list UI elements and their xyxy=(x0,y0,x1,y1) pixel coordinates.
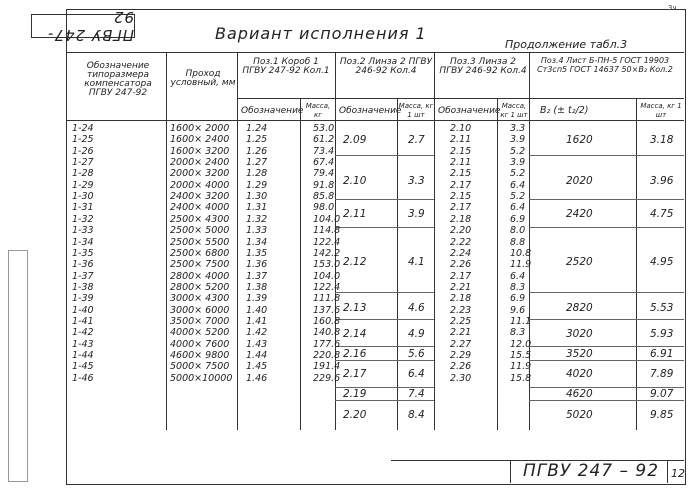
table-cell-m: 73.4 xyxy=(313,145,335,157)
table-cell-t: 1-42 xyxy=(72,327,94,339)
header-pass: Проход условный, мм xyxy=(170,69,236,88)
table-cell-p: 1600× 3200 xyxy=(170,145,230,157)
pos4-b2: 2520 xyxy=(566,256,593,268)
pos2-oboz: 2.17 xyxy=(343,368,367,380)
table-cell-m3: 6.4 xyxy=(510,270,526,282)
table-cell-p: 4000× 7600 xyxy=(170,338,230,350)
table-cell-m: 91.8 xyxy=(313,179,335,191)
pos4-b2: 4020 xyxy=(566,368,593,380)
table-cell-p: 3500× 7000 xyxy=(170,315,230,327)
pos2-massa: 3.3 xyxy=(408,175,425,187)
table-cell-m: 177.6 xyxy=(313,338,341,350)
pos2-oboz: 2.14 xyxy=(343,328,367,340)
table-cell-o3: 2.21 xyxy=(450,281,472,293)
subheader-massa3: Масса, кг 1 шт xyxy=(500,102,528,119)
table-cell-t: 1-34 xyxy=(72,236,94,248)
header-pos2: Поз.2 Линза 2 ПГВУ 246-92 Кол.4 xyxy=(339,57,433,76)
table-cell-o: 1.25 xyxy=(246,134,268,146)
table-cell-m: 85.8 xyxy=(313,191,335,203)
table-cell-p: 2000× 4000 xyxy=(170,179,230,191)
table-cell-t: 1-44 xyxy=(72,350,94,361)
table-cell-t: 1-32 xyxy=(72,213,94,225)
table-cell-p: 2800× 5200 xyxy=(170,281,230,293)
table-cell-t: 1-28 xyxy=(72,168,94,180)
table-cell-t: 1-25 xyxy=(72,134,94,146)
table-cell-p: 2500× 6800 xyxy=(170,247,230,259)
table-cell-m3: 6.4 xyxy=(510,202,526,214)
table-cell-o3: 2.15 xyxy=(450,145,472,157)
header-pos1: Поз.1 Короб 1 ПГВУ 247-92 Кол.1 xyxy=(242,57,330,76)
table-cell-o: 1.40 xyxy=(246,304,268,316)
table-cell-o: 1.26 xyxy=(246,145,268,157)
table-cell-m3: 15.5 xyxy=(510,350,532,361)
table-cell-m: 122.4 xyxy=(313,281,341,293)
table-cell-o: 1.29 xyxy=(246,179,268,191)
header-top-line xyxy=(66,52,684,53)
table-cell-o: 1.32 xyxy=(246,213,268,225)
group-sep xyxy=(335,400,434,401)
table-cell-o: 1.34 xyxy=(246,236,268,248)
table-cell-o: 1.27 xyxy=(246,157,268,169)
group-sep xyxy=(529,400,684,401)
pos4-b2: 3520 xyxy=(566,348,593,360)
table-cell-t: 1-39 xyxy=(72,293,94,305)
table-cell-p: 2500× 4300 xyxy=(170,213,230,225)
rotated-stamp: ПГВУ 247-92 xyxy=(31,14,135,38)
pos4-b2: 3020 xyxy=(566,328,593,340)
table-cell-t: 1-26 xyxy=(72,145,94,157)
table-cell-m3: 8.0 xyxy=(510,225,526,237)
table-cell-o: 1.31 xyxy=(246,202,268,214)
table-cell-m: 137.6 xyxy=(313,304,341,316)
table-cell-o: 1.38 xyxy=(246,281,268,293)
table-cell-m: 61.2 xyxy=(313,134,335,146)
table-cell-t: 1-27 xyxy=(72,157,94,169)
table-row xyxy=(70,123,684,134)
page-number: 12 xyxy=(671,467,685,480)
header-type: Обозначение типоразмера компенсатора ПГВУ 247-92 xyxy=(84,61,152,98)
table-cell-t: 1-37 xyxy=(72,270,94,282)
pos4-b2: 4620 xyxy=(566,388,593,400)
table-cell-o3: 2.25 xyxy=(450,315,472,327)
table-cell-m: 104.0 xyxy=(313,213,341,225)
table-cell-o3: 2.29 xyxy=(450,350,472,361)
table-cell-o3: 2.15 xyxy=(450,191,472,203)
table-cell-p: 3000× 4300 xyxy=(170,293,230,305)
pos2-massa: 7.4 xyxy=(408,388,425,400)
table-cell-m3: 11.1 xyxy=(510,315,532,327)
table-cell-t: 1-40 xyxy=(72,304,94,316)
table-cell-o3: 2.17 xyxy=(450,202,472,214)
table-cell-p: 5000× 7500 xyxy=(170,361,230,373)
table-cell-p: 2800× 4000 xyxy=(170,270,230,282)
table-cell-o3: 2.27 xyxy=(450,338,472,350)
table-cell-p: 2400× 4000 xyxy=(170,202,230,214)
table-cell-m: 220.8 xyxy=(313,350,341,361)
pos4-b2: 2420 xyxy=(566,208,593,220)
subheader-oboz2: Обозначение xyxy=(339,106,402,116)
subheader-oboz3: Обозначение xyxy=(438,106,501,116)
pos2-oboz: 2.16 xyxy=(343,348,367,360)
subheader-massa1: Масса, кг xyxy=(305,102,331,119)
header-pos4: Поз.4 Лист Б-ПН-5 ГОСТ 19903 Ст3сп5 ГОСТ 14637 50×В₂ Кол.2 xyxy=(537,56,673,74)
table-cell-o: 1.44 xyxy=(246,350,268,361)
pos2-oboz: 2.20 xyxy=(343,409,367,421)
table-cell-m: 104.0 xyxy=(313,270,341,282)
pos2-oboz: 2.10 xyxy=(343,175,367,187)
table-cell-o3: 2.20 xyxy=(450,225,472,237)
table-cell-p: 2500× 5000 xyxy=(170,225,230,237)
table-cell-t: 1-43 xyxy=(72,338,94,350)
corner-mark: 3ч xyxy=(668,4,677,12)
table-cell-p: 2500× 7500 xyxy=(170,259,230,271)
table-cell-p: 4000× 5200 xyxy=(170,327,230,339)
subheader-massa2: Масса, кг 1 шт xyxy=(398,102,434,119)
pos2-oboz: 2.12 xyxy=(343,256,367,268)
pos2-massa: 2.7 xyxy=(408,134,425,146)
table-cell-m3: 5.2 xyxy=(510,168,526,180)
pos2-massa: 4.9 xyxy=(408,328,425,340)
pos2-oboz: 2.11 xyxy=(343,208,367,220)
pos2-massa: 8.4 xyxy=(408,409,425,421)
table-cell-m3: 9.6 xyxy=(510,304,526,316)
subheader-b2: В₂ (± t₂/2) xyxy=(540,105,589,116)
pos2-massa: 5.6 xyxy=(408,348,425,360)
pos4-b2: 5020 xyxy=(566,409,593,421)
side-margin-boxes xyxy=(8,250,28,482)
table-cell-o3: 2.30 xyxy=(450,372,472,384)
table-cell-o: 1.42 xyxy=(246,327,268,339)
table-cell-m: 111.8 xyxy=(313,293,341,305)
pos4-massa: 4.75 xyxy=(650,208,674,220)
table-cell-m3: 5.2 xyxy=(510,191,526,203)
table-cell-m3: 8.3 xyxy=(510,281,526,293)
table-cell-m: 142.2 xyxy=(313,247,341,259)
table-cell-m3: 6.9 xyxy=(510,213,526,225)
table-cell-o3: 2.24 xyxy=(450,247,472,259)
table-cell-p: 4600× 9800 xyxy=(170,350,230,361)
table-cell-m3: 15.8 xyxy=(510,372,532,384)
pos4-b2: 2820 xyxy=(566,302,593,314)
pos2-oboz: 2.13 xyxy=(343,302,367,314)
continuation-label: Продолжение табл.3 xyxy=(505,38,628,51)
table-cell-o3: 2.22 xyxy=(450,236,472,248)
table-cell-m3: 8.8 xyxy=(510,236,526,248)
table-cell-m: 191.4 xyxy=(313,361,341,373)
document-number: ПГВУ 247 – 92 xyxy=(523,461,660,481)
header-pos3: Поз.3 Линза 2 ПГВУ 246-92 Кол.4 xyxy=(439,57,527,76)
table-cell-t: 1-30 xyxy=(72,191,94,203)
pos4-massa: 5.93 xyxy=(650,328,674,340)
pos2-massa: 4.1 xyxy=(408,256,425,268)
table-cell-o: 1.30 xyxy=(246,191,268,203)
table-cell-o3: 2.15 xyxy=(450,168,472,180)
table-cell-m3: 12.0 xyxy=(510,338,532,350)
table-cell-t: 1-45 xyxy=(72,361,94,373)
table-cell-p: 1600× 2000 xyxy=(170,123,230,134)
pos2-oboz: 2.19 xyxy=(343,388,367,400)
pos4-massa: 3.96 xyxy=(650,175,674,187)
table-cell-o3: 2.10 xyxy=(450,123,472,134)
table-cell-m: 67.4 xyxy=(313,157,335,169)
table-cell-t: 1-36 xyxy=(72,259,94,271)
table-cell-o: 1.37 xyxy=(246,270,268,282)
table-cell-p: 5000×10000 xyxy=(170,372,233,384)
table-cell-m3: 3.9 xyxy=(510,157,526,169)
table-cell-t: 1-38 xyxy=(72,281,94,293)
table-cell-t: 1-24 xyxy=(72,123,94,134)
subheader-oboz1: Обозначение xyxy=(241,106,304,116)
table-cell-o3: 2.11 xyxy=(450,157,472,169)
header-bottom-line xyxy=(66,120,684,121)
table-cell-m: 160.8 xyxy=(313,315,341,327)
table-row xyxy=(70,146,684,157)
table-cell-t: 1-31 xyxy=(72,202,94,214)
table-cell-m3: 6.9 xyxy=(510,293,526,305)
table-cell-m3: 11.9 xyxy=(510,259,532,271)
table-cell-m: 79.4 xyxy=(313,168,335,180)
table-cell-p: 1600× 2400 xyxy=(170,134,230,146)
table-cell-o3: 2.26 xyxy=(450,259,472,271)
pos4-massa: 7.89 xyxy=(650,368,674,380)
table-cell-o: 1.39 xyxy=(246,293,268,305)
table-row xyxy=(70,282,684,293)
table-cell-m3: 3.3 xyxy=(510,123,526,134)
table-cell-m3: 5.2 xyxy=(510,145,526,157)
table-cell-m: 98.0 xyxy=(313,202,335,214)
table-cell-m3: 11.9 xyxy=(510,361,532,373)
table-cell-m: 140.8 xyxy=(313,327,341,339)
table-cell-o3: 2.17 xyxy=(450,270,472,282)
table-row xyxy=(70,237,684,248)
table-cell-o3: 2.26 xyxy=(450,361,472,373)
table-cell-p: 2400× 3200 xyxy=(170,191,230,203)
table-cell-o: 1.45 xyxy=(246,361,268,373)
pos2-massa: 4.6 xyxy=(408,302,425,314)
pos4-massa: 6.91 xyxy=(650,348,674,360)
table-cell-m3: 8.3 xyxy=(510,327,526,339)
table-cell-m3: 10.8 xyxy=(510,247,532,259)
table-cell-o3: 2.18 xyxy=(450,213,472,225)
table-cell-t: 1-46 xyxy=(72,372,94,384)
table-cell-m3: 6.4 xyxy=(510,179,526,191)
table-row xyxy=(70,316,684,327)
pos2-massa: 3.9 xyxy=(408,208,425,220)
title-block-line xyxy=(667,460,668,483)
table-cell-t: 1-35 xyxy=(72,247,94,259)
table-cell-m3: 3.9 xyxy=(510,134,526,146)
table-row xyxy=(70,225,684,236)
table-cell-m: 53.0 xyxy=(313,123,335,134)
table-cell-o3: 2.23 xyxy=(450,304,472,316)
pos4-massa: 9.85 xyxy=(650,409,674,421)
pos4-b2: 2020 xyxy=(566,175,593,187)
table-cell-o: 1.24 xyxy=(246,123,268,134)
page-title: Вариант исполнения 1 xyxy=(215,24,427,43)
table-cell-o: 1.33 xyxy=(246,225,268,237)
table-cell-o3: 2.18 xyxy=(450,293,472,305)
pos2-massa: 6.4 xyxy=(408,368,425,380)
table-cell-o3: 2.21 xyxy=(450,327,472,339)
table-cell-m: 114.8 xyxy=(313,225,341,237)
table-cell-p: 2000× 3200 xyxy=(170,168,230,180)
table-row xyxy=(70,271,684,282)
table-cell-o: 1.36 xyxy=(246,259,268,271)
table-cell-t: 1-33 xyxy=(72,225,94,237)
table-cell-o: 1.28 xyxy=(246,168,268,180)
table-cell-p: 2500× 5500 xyxy=(170,236,230,248)
table-cell-t: 1-41 xyxy=(72,315,94,327)
table-cell-o: 1.41 xyxy=(246,315,268,327)
pos4-massa: 4.95 xyxy=(650,256,674,268)
table-cell-o3: 2.17 xyxy=(450,179,472,191)
table-row xyxy=(70,157,684,168)
subheader-line xyxy=(237,98,684,99)
table-cell-o: 1.35 xyxy=(246,247,268,259)
title-block-line xyxy=(510,460,511,483)
table-cell-m: 229.6 xyxy=(313,372,341,384)
pos4-massa: 3.18 xyxy=(650,134,674,146)
table-cell-o: 1.43 xyxy=(246,338,268,350)
pos2-oboz: 2.09 xyxy=(343,134,367,146)
subheader-massa4: Масса, кг 1 шт xyxy=(640,102,682,119)
pos4-massa: 5.53 xyxy=(650,302,674,314)
table-cell-p: 3000× 6000 xyxy=(170,304,230,316)
table-cell-o3: 2.11 xyxy=(450,134,472,146)
table-cell-m: 122.4 xyxy=(313,236,341,248)
table-cell-p: 2000× 2400 xyxy=(170,157,230,169)
pos4-massa: 9.07 xyxy=(650,388,674,400)
table-cell-t: 1-29 xyxy=(72,179,94,191)
table-cell-o: 1.46 xyxy=(246,372,268,384)
table-row xyxy=(70,191,684,202)
pos4-b2: 1620 xyxy=(566,134,593,146)
table-cell-m: 153.0 xyxy=(313,259,341,271)
